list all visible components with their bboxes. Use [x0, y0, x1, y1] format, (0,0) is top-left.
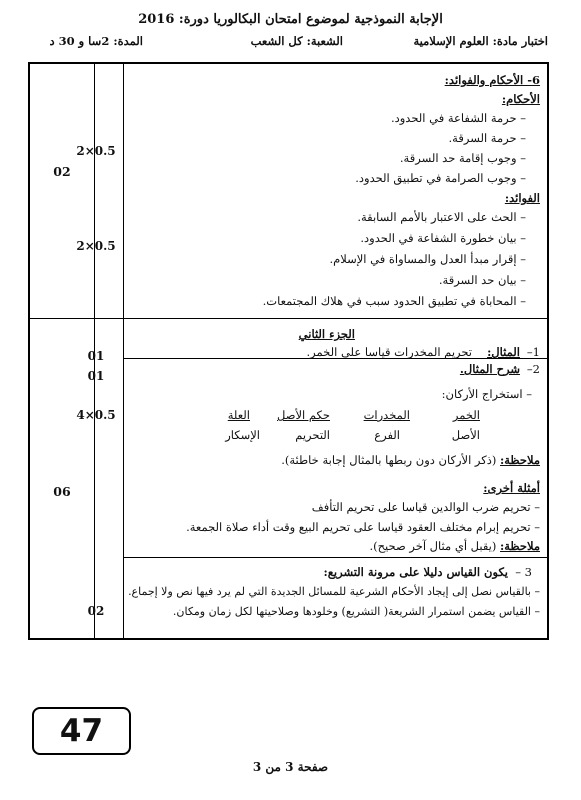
row-divider	[123, 557, 547, 558]
score-mark: 4×0.5	[76, 408, 116, 422]
note1-text: (ذكر الأركان دون ربطها بالمثال إجابة خاطئة).	[281, 453, 497, 467]
q3-block	[130, 564, 540, 634]
section-heading: 6- الأحكام والفوائد:	[444, 73, 540, 87]
pillars-intro: – استخراج الأركان:	[441, 387, 532, 401]
q2-number: 2–	[526, 362, 540, 376]
pillar-cell: الإسكار	[225, 428, 260, 442]
score-mark: 02	[87, 604, 105, 618]
pillars-block	[130, 386, 540, 556]
answer-table	[28, 62, 549, 640]
other-examples-heading: أمثلة أخرى:	[483, 481, 540, 495]
note1-label: ملاحظة:	[500, 453, 540, 467]
page-title: الإجابة النموذجية لموضوع امتحان البكالوريا دورة: 2016	[138, 12, 443, 27]
ruling-item: – حرمة السرقة.	[448, 131, 526, 145]
q3-number: 3 –	[515, 565, 532, 579]
pillars-table	[130, 408, 540, 448]
note2	[369, 538, 540, 554]
pillar-cell: الفرع	[374, 428, 400, 442]
section-part-two-header	[130, 326, 540, 358]
subject-label: اختبار مادة: العلوم الإسلامية	[413, 34, 548, 48]
q1-text: تحريم المخدرات قياسا على الخمر.	[306, 345, 472, 359]
q1-label: المثال:	[487, 345, 520, 359]
pillar-cell: الخمر	[452, 408, 480, 422]
note1	[281, 452, 540, 468]
score-mark: 01	[87, 349, 105, 363]
benefit-item: – بيان حد السرقة.	[438, 273, 526, 287]
branch-label: الشعبة: كل الشعب	[250, 34, 343, 48]
rulings-heading: الأحكام:	[501, 92, 540, 106]
section-total: 06	[53, 484, 71, 499]
pillar-cell: العلة	[227, 408, 250, 422]
duration-label: المدة: 2سا و 30 د	[49, 34, 143, 48]
page-number-stamp: 47	[32, 707, 131, 755]
note2-text: (يقبل أي مثال آخر صحيح).	[369, 539, 497, 553]
ruling-item: – وجوب إقامة حد السرقة.	[399, 151, 526, 165]
part-title: الجزء الثاني	[298, 327, 355, 341]
score-mark: 2×0.5	[76, 144, 116, 158]
ruling-item: – حرمة الشفاعة في الحدود.	[390, 111, 526, 125]
pillar-cell: الأصل	[451, 428, 480, 442]
pillar-cell: حكم الأصل	[277, 408, 330, 422]
benefits-heading: الفوائد:	[504, 191, 540, 205]
benefit-item: – إقرار مبدأ العدل والمساواة في الإسلام.	[329, 252, 526, 266]
ruling-item: – وجوب الصرامة في تطبيق الحدود.	[355, 171, 526, 185]
section-total: 02	[53, 164, 71, 179]
score-mark: 2×0.5	[76, 239, 116, 253]
note2-label: ملاحظة:	[500, 539, 540, 553]
pillar-cell: المخدرات	[363, 408, 410, 422]
q3-item: – القياس يضمن استمرار الشريعة( التشريع) وخلودها وصلاحيتها لكل زمان ومكان.	[172, 605, 540, 618]
q3-item: – بالقياس نصل إلى إيجاد الأحكام الشرعية للمسائل الجديدة التي لم يرد فيها نص ولا إجماع.	[128, 585, 540, 598]
benefit-item: – بيان خطورة الشفاعة في الحدود.	[360, 231, 526, 245]
section-rulings-benefits	[130, 72, 540, 322]
pillar-cell: التحريم	[295, 428, 330, 442]
q2-row	[130, 361, 540, 381]
example-item: – تحريم إبرام مختلف العقود قياسا على تحريم البيع وقت أداء صلاة الجمعة.	[186, 520, 540, 534]
benefit-item: – الحث على الاعتبار بالأمم السابقة.	[357, 210, 526, 224]
q1-number: 1–	[526, 345, 540, 359]
score-mark: 01	[87, 369, 105, 383]
q2-label: شرح المثال.	[459, 362, 520, 376]
page-footer: صفحة 3 من 3	[252, 760, 329, 774]
example-item: – تحريم ضرب الوالدين قياسا على تحريم التأفف	[311, 500, 540, 514]
q3-heading: يكون القياس دليلا على مرونة التشريع:	[323, 565, 508, 579]
benefit-item: – المحاباة في تطبيق الحدود سبب في هلاك المجتمعات.	[262, 294, 526, 308]
